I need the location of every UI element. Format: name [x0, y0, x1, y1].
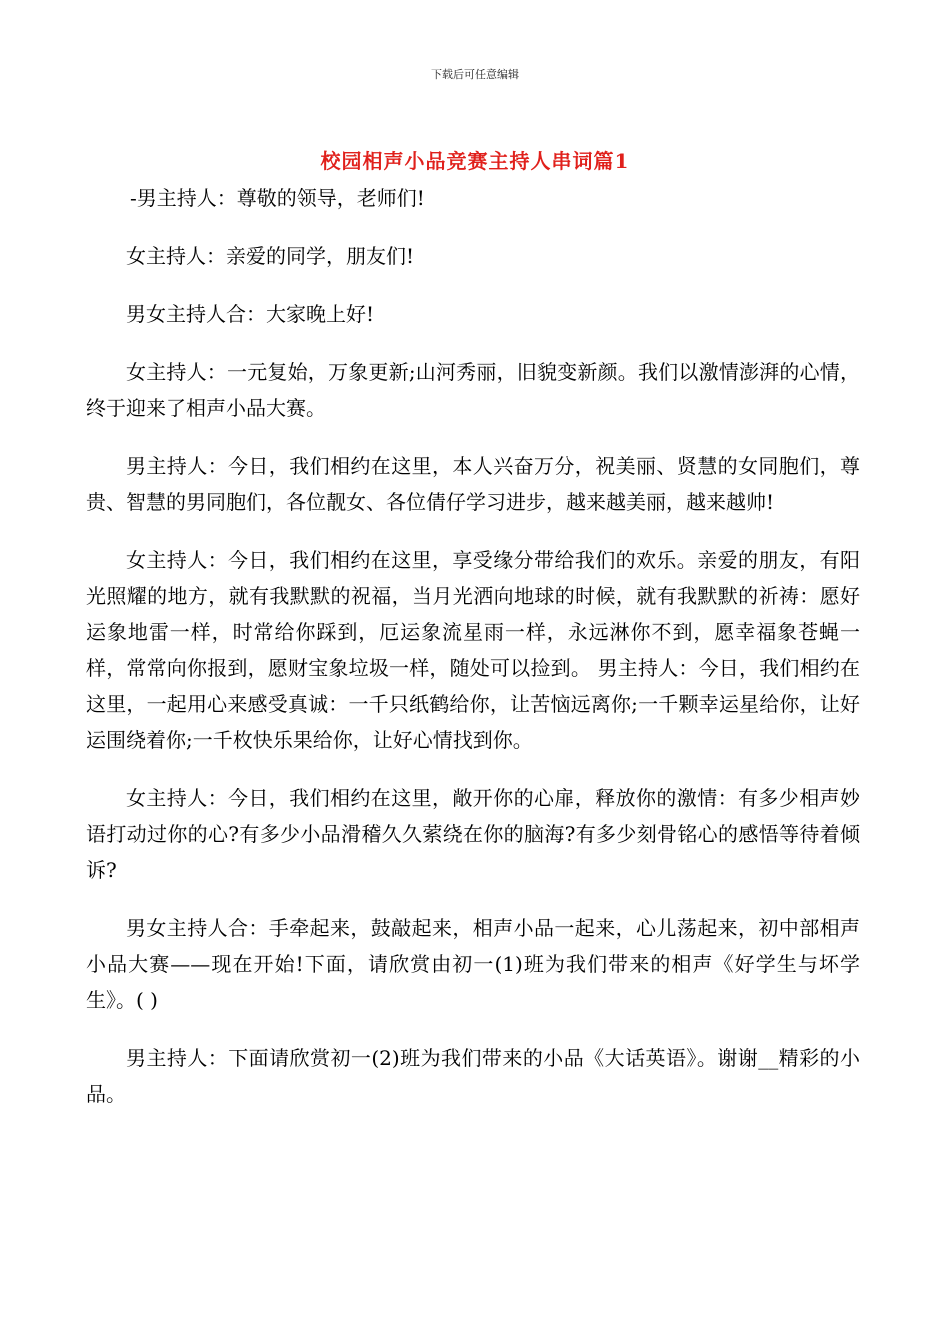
paragraph: 男主持人：下面请欣赏初一(2)班为我们带来的小品《大话英语》。谢谢__精彩的小品。	[86, 1046, 860, 1106]
paragraph: -男主持人：尊敬的领导，老师们!	[130, 186, 425, 210]
paragraph: 女主持人：今日，我们相约在这里，敞开你的心扉，释放你的激情：有多少相声妙语打动过你的心?有多少小品滑稽久久萦绕在你的脑海?有多少刻骨铭心的感悟等待着倾诉?	[86, 786, 860, 882]
paragraph: 女主持人：一元复始，万象更新;山河秀丽，旧貌变新颜。我们以激情澎湃的心情，终于迎来了相声小品大赛。	[86, 360, 860, 420]
document-title: 校园相声小品竞赛主持人串词篇1	[320, 149, 630, 173]
paragraph: 女主持人：今日，我们相约在这里，享受缘分带给我们的欢乐。亲爱的朋友，有阳光照耀的地方，就有我默默的祝福，当月光洒向地球的时候，就有我默默的祈祷：愿好运象地雷一样，时常给你踩到，厄运象流星雨一样，永远淋你不到，愿幸福象苍蝇一样，常常向你报到，愿财宝象垃圾一样，随处可以捡到。 男主持人：今日，我们相约在这里，一起用心来感受真诚：一千只纸鹤给你，让苦恼远离你;一千颗幸运星给你，让好运围绕着你;一千枚快乐果给你，让好心情找到你。	[86, 548, 860, 752]
paragraph: 男主持人：今日，我们相约在这里，本人兴奋万分，祝美丽、贤慧的女同胞们，尊贵、智慧的男同胞们，各位靓女、各位倩仔学习进步，越来越美丽，越来越帅!	[86, 454, 860, 514]
document-body	[86, 180, 860, 1134]
header-note: 下载后可任意编辑	[431, 68, 519, 81]
paragraph: 男女主持人合：手牵起来，鼓敲起来，相声小品一起来，心儿荡起来，初中部相声小品大赛——现在开始!下面，请欣赏由初一(1)班为我们带来的相声《好学生与坏学生》。( )	[86, 916, 860, 1012]
paragraph: 男女主持人合：大家晚上好!	[126, 302, 375, 326]
paragraph: 女主持人：亲爱的同学，朋友们!	[126, 244, 415, 268]
